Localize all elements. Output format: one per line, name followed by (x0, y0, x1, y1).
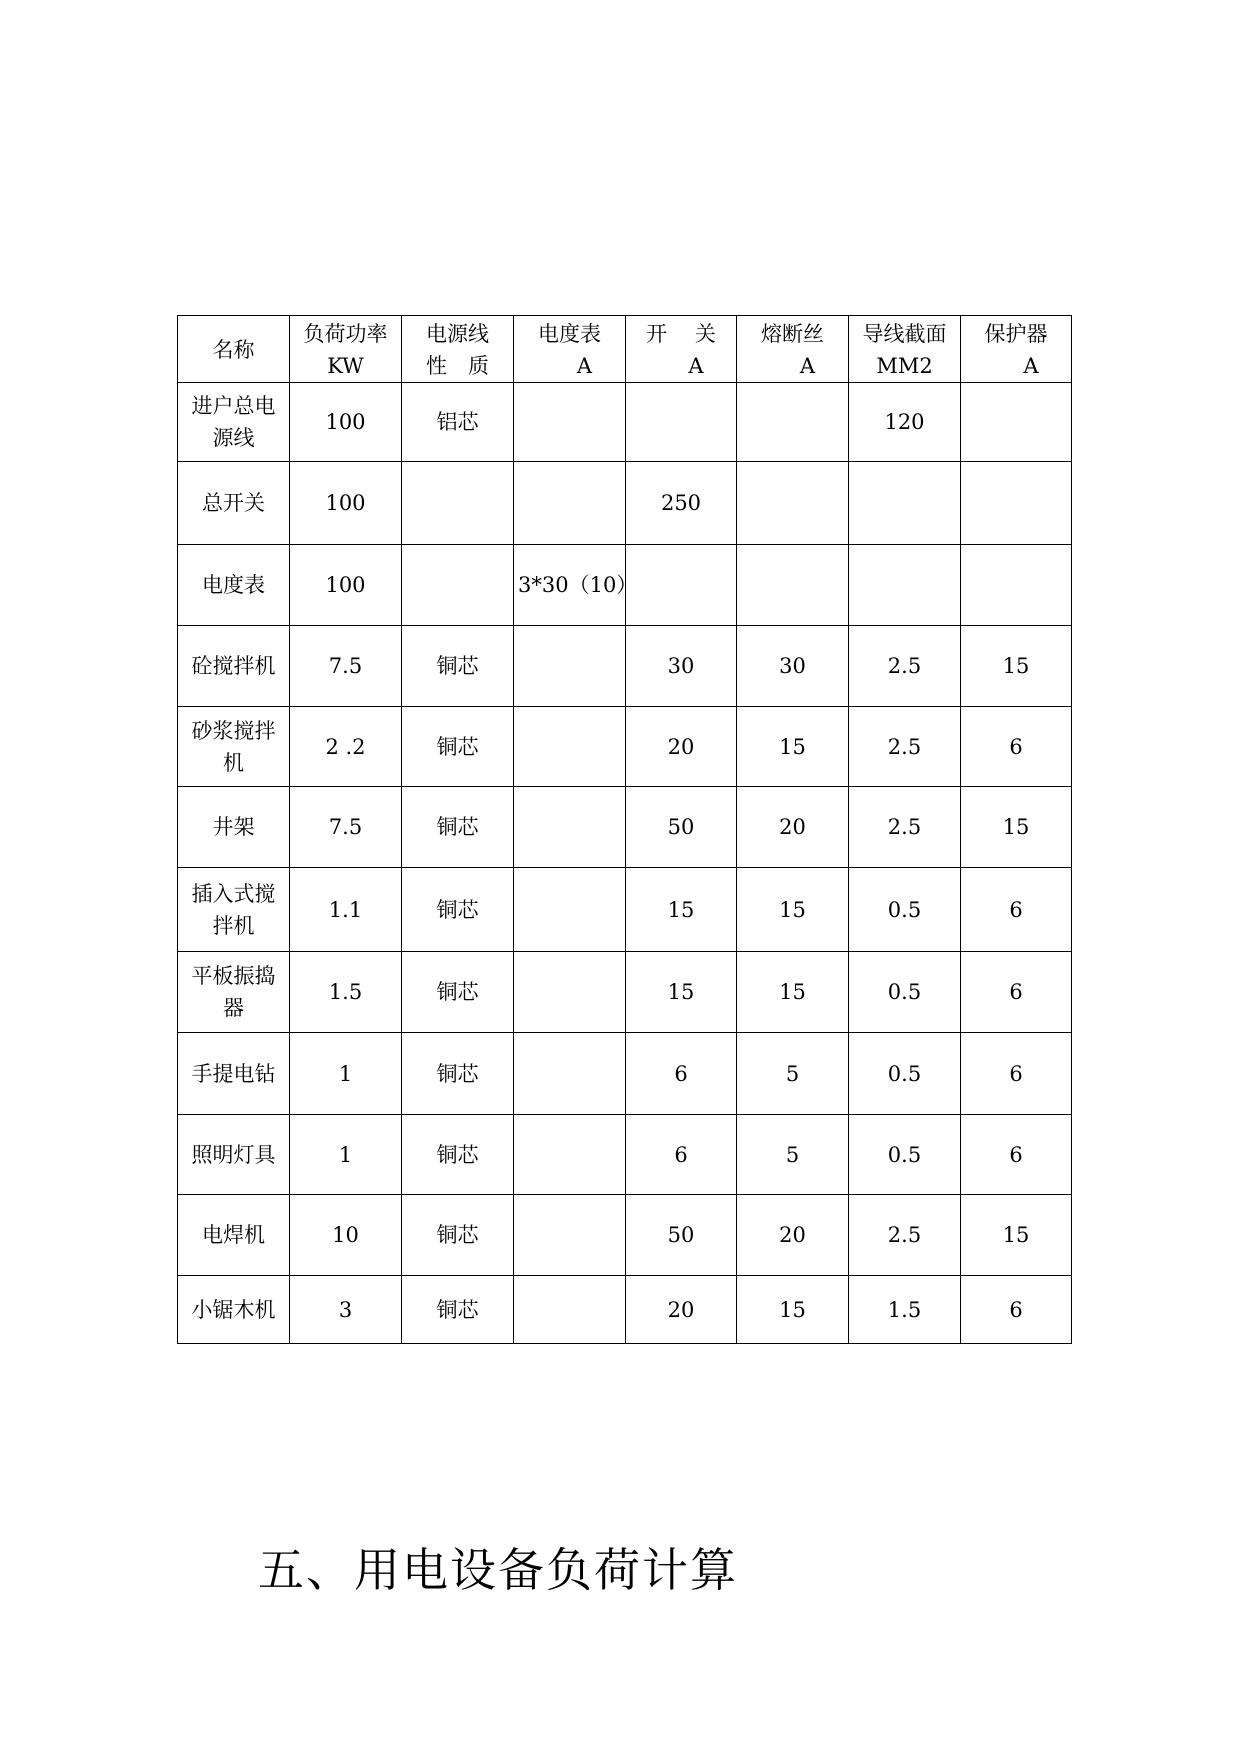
cell-name: 电度表 (178, 545, 290, 626)
cell-power: 7.5 (290, 787, 402, 868)
cell-meter (514, 1115, 626, 1195)
header-switch (626, 316, 737, 383)
cell-cross-section: 120 (849, 383, 961, 462)
cell-cross-section (849, 462, 961, 545)
cell-protector: 6 (961, 1033, 1072, 1115)
cell-name: 井架 (178, 787, 290, 868)
cell-power: 100 (290, 545, 402, 626)
cell-fuse: 15 (737, 707, 849, 787)
cell-meter (514, 462, 626, 545)
header-protector-label: 保护器 (984, 322, 1048, 346)
header-meter (514, 316, 626, 383)
cell-name: 平板振捣器 (178, 952, 290, 1033)
cell-line-type: 铜芯 (402, 1115, 514, 1195)
table-row (178, 626, 1072, 707)
cell-cross-section: 2.5 (849, 626, 961, 707)
cell-power: 100 (290, 383, 402, 462)
cell-protector: 15 (961, 1195, 1072, 1276)
cell-line-type: 铜芯 (402, 1195, 514, 1276)
cell-switch: 15 (626, 952, 737, 1033)
cell-fuse (737, 545, 849, 626)
table-row (178, 462, 1072, 545)
cell-cross-section (849, 545, 961, 626)
cell-switch: 6 (626, 1033, 737, 1115)
cell-fuse: 20 (737, 787, 849, 868)
table-row (178, 1276, 1072, 1344)
cell-name: 照明灯具 (178, 1115, 290, 1195)
cell-cross-section: 0.5 (849, 868, 961, 952)
cell-name: 砼搅拌机 (178, 626, 290, 707)
table-body (178, 383, 1072, 1344)
cell-fuse: 30 (737, 626, 849, 707)
cell-switch: 30 (626, 626, 737, 707)
cell-cross-section: 2.5 (849, 707, 961, 787)
header-protector (961, 316, 1072, 383)
cell-protector (961, 462, 1072, 545)
cell-switch: 50 (626, 787, 737, 868)
cell-line-type: 铜芯 (402, 626, 514, 707)
header-cross-section-label: 导线截面 (862, 322, 947, 346)
cell-meter (514, 868, 626, 952)
header-line-type-label: 电源线 (426, 322, 489, 346)
cell-fuse (737, 383, 849, 462)
cell-power: 1.5 (290, 952, 402, 1033)
header-power-unit: KW (327, 354, 364, 378)
cell-meter (514, 1195, 626, 1276)
table-row (178, 1195, 1072, 1276)
cell-cross-section: 1.5 (849, 1276, 961, 1344)
cell-switch: 250 (626, 462, 737, 545)
cell-line-type: 铜芯 (402, 787, 514, 868)
table-row (178, 868, 1072, 952)
equipment-load-table (177, 315, 1072, 1344)
cell-name: 砂浆搅拌机 (178, 707, 290, 787)
cell-meter (514, 787, 626, 868)
header-meter-unit: A (576, 354, 593, 378)
section-heading: 五、用电设备负荷计算 (258, 1543, 738, 1597)
header-switch-label: 开 关 (646, 322, 716, 346)
cell-fuse: 15 (737, 952, 849, 1033)
table-row (178, 383, 1072, 462)
table-row (178, 1115, 1072, 1195)
cell-fuse: 5 (737, 1115, 849, 1195)
cell-name: 小锯木机 (178, 1276, 290, 1344)
cell-power: 100 (290, 462, 402, 545)
cell-cross-section: 2.5 (849, 1195, 961, 1276)
cell-line-type: 铜芯 (402, 868, 514, 952)
cell-protector (961, 545, 1072, 626)
cell-protector: 6 (961, 707, 1072, 787)
table-header-row (178, 316, 1072, 383)
cell-fuse: 15 (737, 1276, 849, 1344)
header-protector-unit: A (1023, 354, 1039, 378)
cell-meter (514, 1033, 626, 1115)
table-row (178, 952, 1072, 1033)
cell-line-type (402, 462, 514, 545)
cell-name: 手提电钻 (178, 1033, 290, 1115)
cell-meter (514, 707, 626, 787)
cell-switch: 15 (626, 868, 737, 952)
header-fuse-unit: A (799, 354, 816, 378)
cell-switch: 20 (626, 1276, 737, 1344)
cell-name: 进户总电源线 (178, 383, 290, 462)
cell-meter (514, 626, 626, 707)
cell-meter: 3*30（10） (514, 545, 626, 626)
cell-power: 2 .2 (290, 707, 402, 787)
cell-cross-section: 0.5 (849, 1033, 961, 1115)
cell-line-type: 铝芯 (402, 383, 514, 462)
cell-name: 总开关 (178, 462, 290, 545)
cell-cross-section: 2.5 (849, 787, 961, 868)
header-cross-section-unit: MM2 (876, 354, 933, 378)
header-name-label: 名称 (212, 338, 255, 362)
cell-power: 1 (290, 1033, 402, 1115)
cell-line-type: 铜芯 (402, 707, 514, 787)
header-line-type-sub: 性 质 (426, 354, 489, 378)
header-power (290, 316, 402, 383)
cell-fuse (737, 462, 849, 545)
table-row (178, 707, 1072, 787)
cell-protector: 6 (961, 952, 1072, 1033)
header-line-type (402, 316, 514, 383)
cell-cross-section: 0.5 (849, 952, 961, 1033)
cell-switch: 20 (626, 707, 737, 787)
cell-meter (514, 383, 626, 462)
cell-cross-section: 0.5 (849, 1115, 961, 1195)
cell-switch (626, 383, 737, 462)
header-power-label: 负荷功率 (303, 322, 388, 346)
cell-fuse: 5 (737, 1033, 849, 1115)
cell-switch (626, 545, 737, 626)
cell-power: 3 (290, 1276, 402, 1344)
cell-line-type: 铜芯 (402, 1033, 514, 1115)
header-switch-unit: A (688, 354, 704, 378)
cell-name: 电焊机 (178, 1195, 290, 1276)
cell-protector: 6 (961, 1276, 1072, 1344)
header-meter-label: 电度表 (538, 322, 601, 346)
cell-switch: 6 (626, 1115, 737, 1195)
header-cross-section (849, 316, 961, 383)
cell-fuse: 15 (737, 868, 849, 952)
cell-power: 7.5 (290, 626, 402, 707)
table-row (178, 787, 1072, 868)
cell-line-type (402, 545, 514, 626)
cell-name: 插入式搅拌机 (178, 868, 290, 952)
cell-power: 1.1 (290, 868, 402, 952)
table-row (178, 545, 1072, 626)
header-fuse-label: 熔断丝 (761, 322, 824, 346)
header-fuse (737, 316, 849, 383)
cell-protector (961, 383, 1072, 462)
cell-fuse: 20 (737, 1195, 849, 1276)
cell-meter (514, 1276, 626, 1344)
header-name (178, 316, 290, 383)
cell-protector: 15 (961, 626, 1072, 707)
table-row (178, 1033, 1072, 1115)
cell-line-type: 铜芯 (402, 1276, 514, 1344)
cell-line-type: 铜芯 (402, 952, 514, 1033)
cell-protector: 6 (961, 1115, 1072, 1195)
cell-power: 10 (290, 1195, 402, 1276)
cell-switch: 50 (626, 1195, 737, 1276)
cell-protector: 6 (961, 868, 1072, 952)
cell-meter (514, 952, 626, 1033)
cell-power: 1 (290, 1115, 402, 1195)
cell-protector: 15 (961, 787, 1072, 868)
